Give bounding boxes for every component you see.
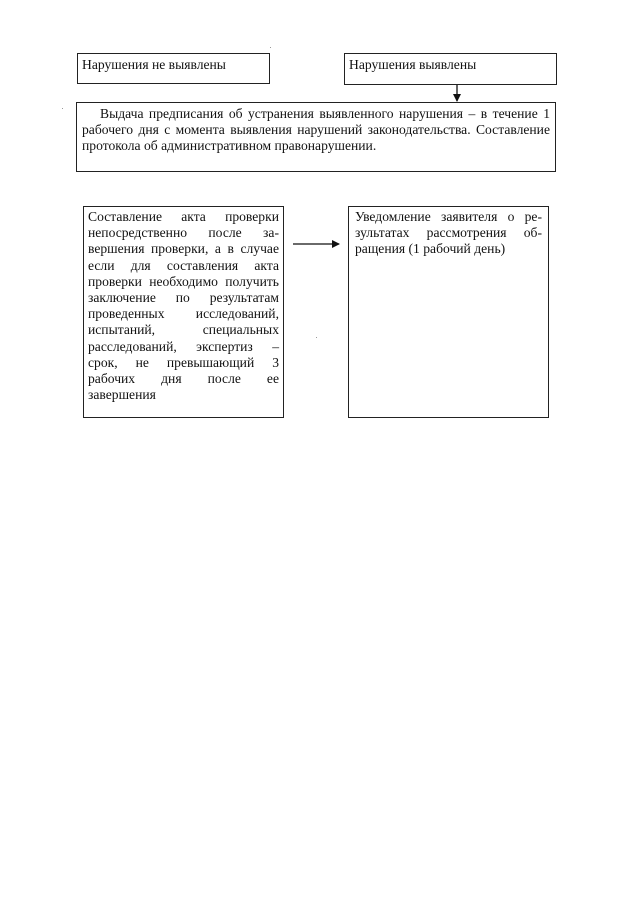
box-inspection-act: Составление акта проверки непосредственно после завершения проверки, а в случае если для составления акта проверки необходимо получить заключение по результатам проведенных исследований, испытаний, специальных расследований, экспертиз – срок, не превышающий 3 рабочих дня после ее завершения	[83, 206, 284, 418]
box-applicant-notification: Уведомление заявителя о результатах рассмотрения обращения (1 рабочий день)	[348, 206, 549, 418]
box-violations-found: Нарушения выявлены	[344, 53, 557, 85]
speck	[62, 108, 63, 109]
box-no-violations-found: Нарушения не выявлены	[77, 53, 270, 84]
speck	[270, 47, 271, 48]
speck	[316, 337, 317, 338]
box-issue-order: Выдача предписания об устранения выявленного нарушения – в течение 1 рабочего дня с момента выявления нарушений законодательства. Составление протокола об административном правонарушении.	[76, 102, 556, 172]
